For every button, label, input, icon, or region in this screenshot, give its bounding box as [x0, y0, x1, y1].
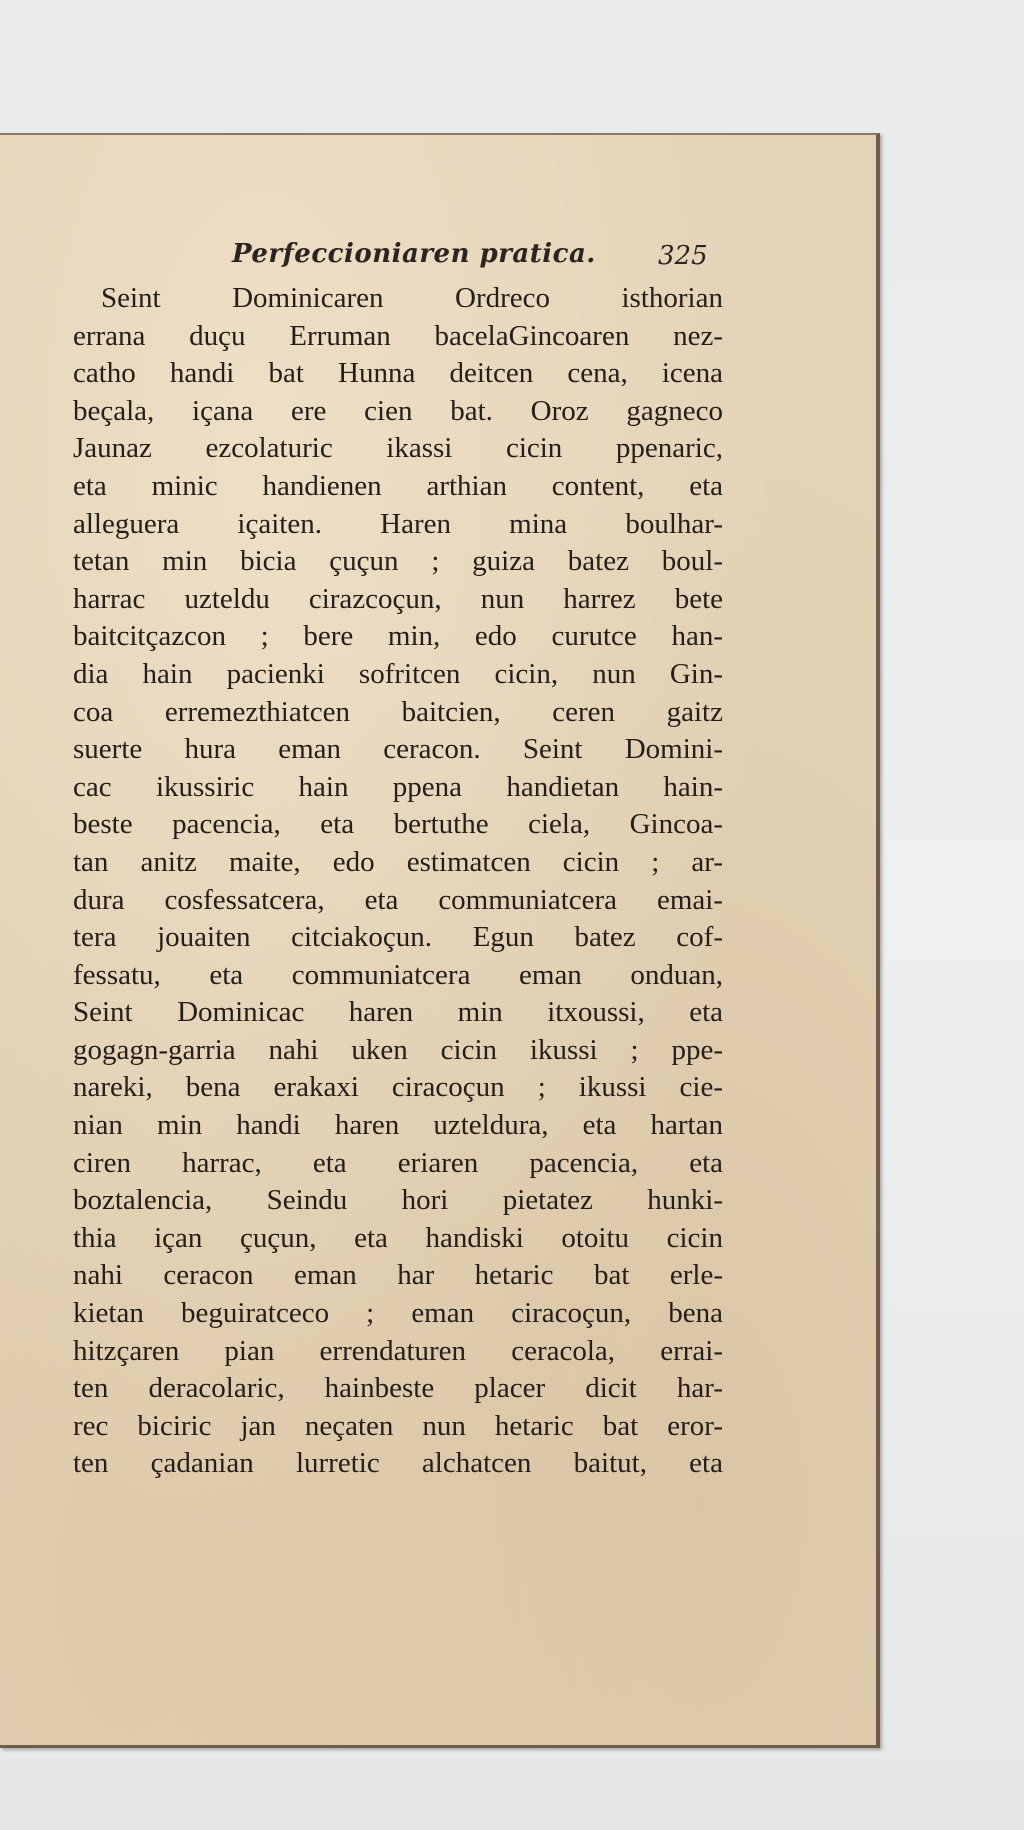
text-line: dia hain pacienki sofritcen cicin, nun Gin-: [73, 657, 723, 690]
text-line: rec biciric jan neçaten nun hetaric bat eror-: [73, 1409, 723, 1442]
text-line: ten çadanian lurretic alchatcen baitut, eta: [73, 1447, 723, 1480]
page-header: [0, 239, 876, 279]
text-line: dura cosfessatcera, eta communiatcera emai-: [73, 883, 723, 916]
text-line: gogagn-garria nahi uken cicin ikussi ; ppe-: [73, 1033, 723, 1066]
text-line: eta minic handienen arthian content, eta: [73, 469, 723, 502]
text-line: boztalencia, Seindu hori pietatez hunki-: [73, 1184, 723, 1217]
text-line: nian min handi haren uzteldura, eta hartan: [73, 1109, 723, 1142]
text-line: tetan min bicia çuçun ; guiza batez boul-: [73, 545, 723, 578]
text-line: catho handi bat Hunna deitcen cena, icena: [73, 357, 723, 390]
text-line: harrac uzteldu cirazcoçun, nun harrez bete: [73, 582, 723, 615]
text-line: nahi ceracon eman har hetaric bat erle-: [73, 1259, 723, 1292]
text-line: fessatu, eta communiatcera eman onduan,: [73, 958, 723, 991]
body-text: [73, 280, 723, 1483]
text-line: baitcitçazcon ; bere min, edo curutce han-: [73, 620, 723, 653]
text-line: thia içan çuçun, eta handiski otoitu cicin: [73, 1221, 723, 1254]
text-line: hitzçaren pian errendaturen ceracola, errai-: [73, 1334, 723, 1367]
text-line: coa erremezthiatcen baitcien, ceren gaitz: [73, 695, 723, 728]
text-line: beste pacencia, eta bertuthe ciela, Gincoa-: [73, 808, 723, 841]
text-line: beçala, içana ere cien bat. Oroz gagneco: [73, 394, 723, 427]
text-line: nareki, bena erakaxi ciracoçun ; ikussi cie-: [73, 1071, 723, 1104]
text-line: Jaunaz ezcolaturic ikassi cicin ppenaric,: [73, 432, 723, 465]
text-line: ten deracolaric, hainbeste placer dicit har-: [73, 1372, 723, 1405]
text-line: Seint Dominicaren Ordreco isthorian: [101, 282, 723, 314]
text-line: Seint Dominicac haren min itxoussi, eta: [73, 996, 723, 1029]
text-line: kietan beguiratceco ; eman ciracoçun, bena: [73, 1297, 723, 1330]
page-number: 325: [658, 241, 708, 271]
text-line: tan anitz maite, edo estimatcen cicin ; ar-: [73, 845, 723, 878]
text-line: cac ikussiric hain ppena handietan hain-: [73, 770, 723, 803]
text-line: tera jouaiten citciakoçun. Egun batez cof-: [73, 921, 723, 954]
text-line: errana duçu Erruman bacelaGincoaren nez-: [73, 319, 723, 352]
text-line: ciren harrac, eta eriaren pacencia, eta: [73, 1146, 723, 1179]
text-line: alleguera içaiten. Haren mina boulhar-: [73, 507, 723, 540]
text-line: suerte hura eman ceracon. Seint Domini-: [73, 733, 723, 766]
running-title: Perfeccioniaren pratica.: [232, 239, 596, 269]
